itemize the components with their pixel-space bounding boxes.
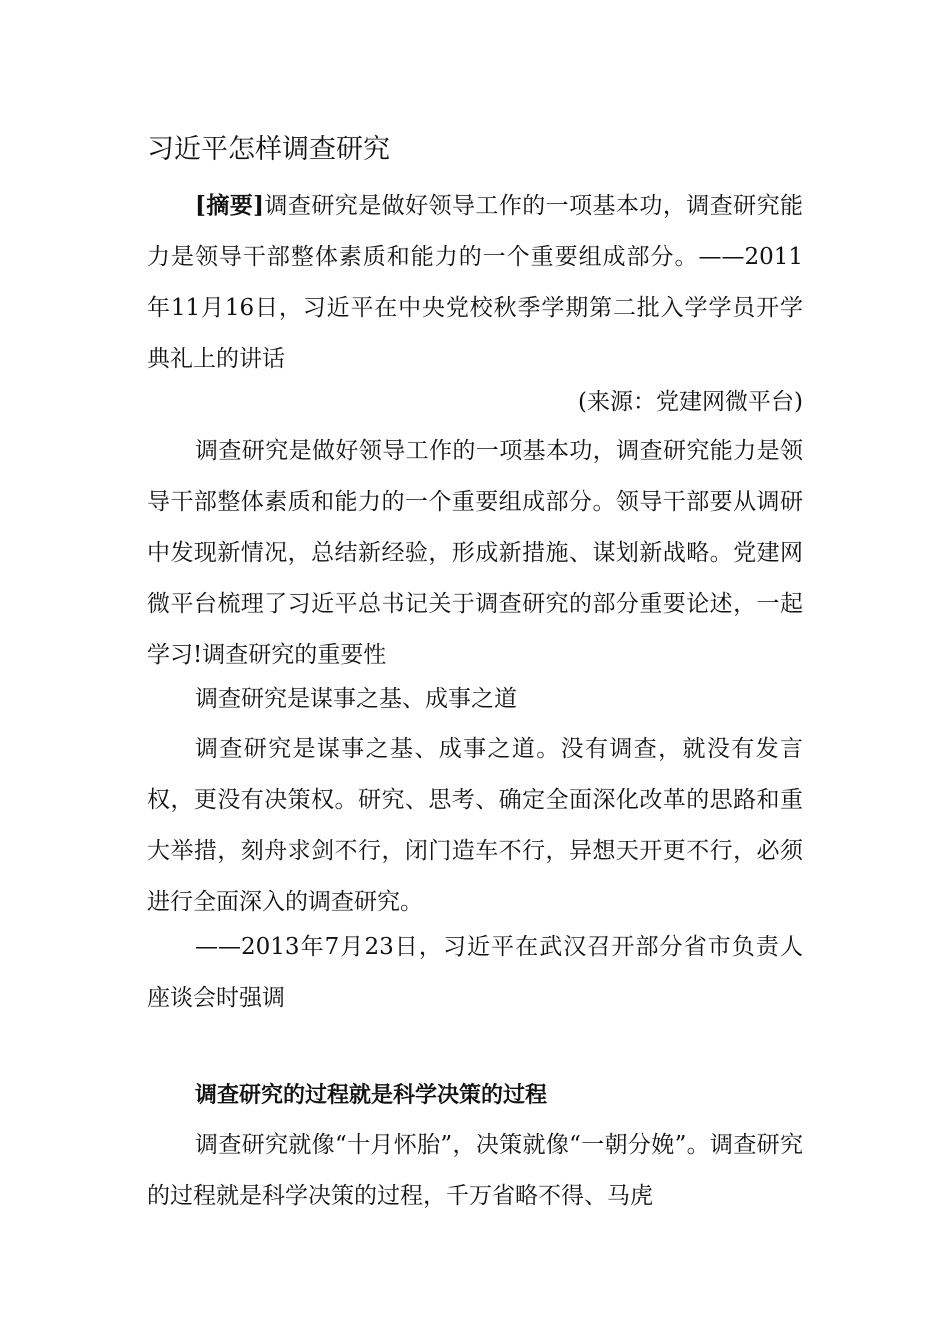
section-heading: 调查研究的过程就是科学决策的过程: [195, 1083, 548, 1108]
abstract-label: [摘要]: [195, 192, 265, 219]
quote-attribution: ——2013年7月23日，习近平在武汉召开部分省市负责人座谈会时强调: [147, 934, 803, 1011]
abstract-text: 调查研究是做好领导工作的一项基本功，调查研究能力是领导干部整体素质和能力的一个重要组成部分。——2011年11月16日，习近平在中央党校秋季学期第二批入学学员开学典礼上的讲话: [147, 193, 804, 372]
body-paragraph: 调查研究就像“十月怀胎”，决策就像“一朝分娩”。调查研究的过程就是科学决策的过程，千万省略不得、马虎: [147, 1132, 803, 1209]
body-paragraph: 调查研究是做好领导工作的一项基本功，调查研究能力是领导干部整体素质和能力的一个重要组成部分。领导干部要从调研中发现新情况，总结新经验，形成新措施、谋划新战略。党建网微平台梳理了习近平总书记关于调查研究的部分重要论述，一起学习!调查研究的重要性: [147, 438, 803, 668]
document-title: 习近平怎样调查研究: [147, 134, 390, 165]
source-line: (来源：党建网微平台): [578, 389, 803, 415]
abstract-paragraph: [147, 180, 803, 385]
body-paragraph: 调查研究是谋事之基、成事之道: [195, 686, 517, 712]
body-paragraph: 调查研究是谋事之基、成事之道。没有调查，就没有发言权，更没有决策权。研究、思考、确定全面深化改革的思路和重大举措，刻舟求剑不行，闭门造车不行，异想天开更不行，必须进行全面深入的调查研究。: [147, 736, 803, 915]
